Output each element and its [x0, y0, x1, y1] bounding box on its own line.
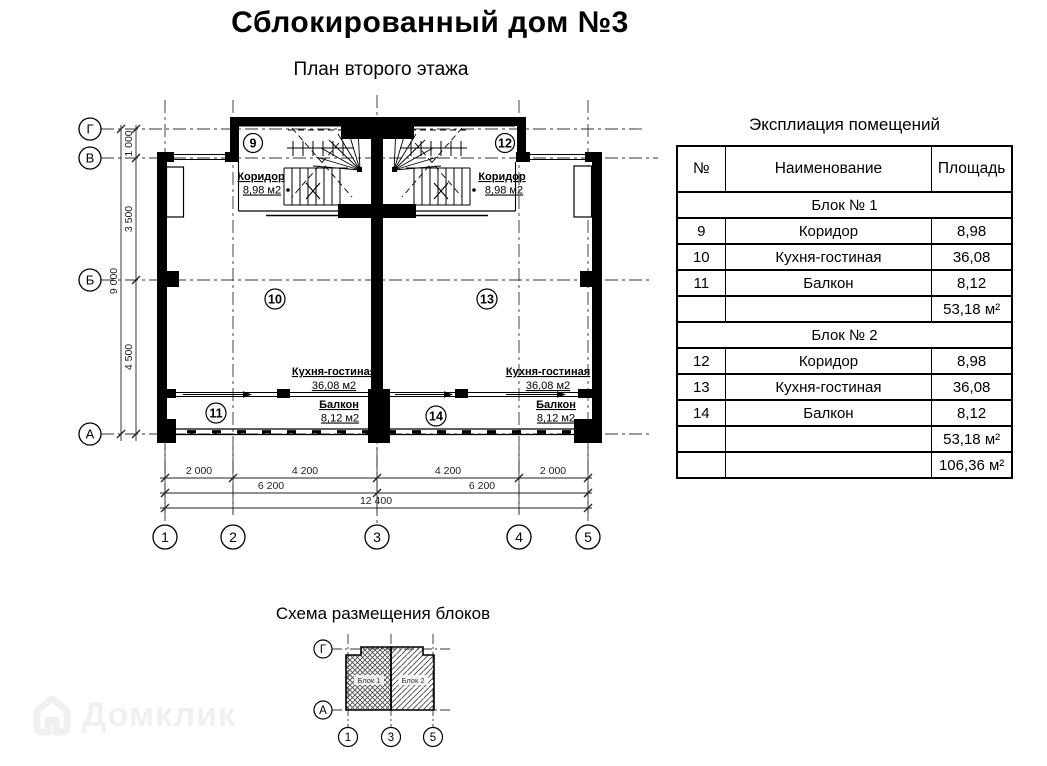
scheme-axis-row: Г	[319, 644, 327, 656]
subtotal-value: 53,18 м²	[932, 426, 1012, 452]
scheme-axis-col: 3	[387, 732, 395, 744]
cell-name: Коридор	[725, 348, 932, 374]
room-num: 13	[480, 292, 494, 307]
scheme-title: Схема размещения блоков	[275, 604, 491, 623]
room-area: 8,12 м2	[320, 412, 360, 425]
cell-area: 8,98	[932, 218, 1012, 244]
table-row	[677, 374, 1012, 400]
axis-row: А	[85, 426, 95, 442]
room-num: 10	[268, 292, 282, 307]
scheme-block-label: Блок 2	[401, 676, 425, 685]
table-row	[677, 400, 1012, 426]
scheme-axis-row: А	[319, 705, 327, 717]
cell-name: Балкон	[725, 270, 932, 296]
dim-b-6200-r: 6 200	[468, 480, 496, 492]
axis-col: 4	[515, 529, 523, 545]
dim-b-2000-r: 2 000	[539, 465, 567, 477]
watermark	[28, 690, 236, 740]
cell-num: 13	[677, 374, 725, 400]
room-label: Коридор	[237, 171, 285, 183]
section-row	[677, 192, 1012, 218]
axis-col: 5	[584, 529, 592, 545]
axis-col: 2	[229, 529, 237, 545]
axis-col: 3	[373, 529, 381, 545]
section-row	[677, 322, 1012, 348]
cell-num: 9	[677, 218, 725, 244]
room-area: 36,08 м2	[311, 380, 357, 392]
room-label: Балкон	[536, 399, 576, 411]
cell-name: Кухня-гостиная	[725, 244, 932, 270]
dim-v-4500: 4 500	[123, 343, 135, 371]
total-row	[677, 452, 1012, 478]
subtotal-row	[677, 296, 1012, 322]
plan-subtitle: План второго этажа	[293, 59, 469, 80]
table-row	[677, 244, 1012, 270]
dim-b-12400: 12 400	[359, 495, 393, 507]
room-schedule	[676, 112, 1016, 479]
watermark-label: Домклик	[82, 695, 237, 734]
room-num: 12	[498, 136, 512, 151]
cell-num: 10	[677, 244, 725, 270]
dim-b-2000-l: 2 000	[185, 465, 213, 477]
scheme-block-label: Блок 1	[357, 676, 381, 685]
dim-b-4200-l: 4 200	[291, 465, 319, 477]
table-row	[677, 218, 1012, 244]
cell-num: 11	[677, 270, 725, 296]
col-name: Наименование	[725, 146, 932, 192]
total-value: 106,36 м²	[932, 452, 1012, 478]
cell-area: 8,98	[932, 348, 1012, 374]
cell-area: 8,12	[932, 270, 1012, 296]
table-row	[677, 348, 1012, 374]
floor-plan	[0, 0, 680, 560]
block-scheme	[280, 628, 460, 763]
room-label: Кухня-гостиная	[291, 366, 377, 378]
section-header: Блок № 1	[677, 192, 1012, 218]
table-header-row	[677, 146, 1012, 192]
room-num: 11	[209, 406, 223, 421]
room-area: 8,98 м2	[484, 184, 524, 197]
room-label: Коридор	[478, 171, 526, 183]
dim-b-6200-l: 6 200	[257, 480, 285, 492]
axis-row: В	[85, 150, 95, 166]
room-area: 36,08 м2	[525, 380, 571, 392]
scheme-axis-col: 1	[344, 732, 352, 744]
room-num: 14	[429, 409, 443, 424]
table-title: Эксплиация помещений	[748, 115, 941, 134]
room-num: 9	[249, 136, 257, 151]
cell-num: 12	[677, 348, 725, 374]
cell-area: 36,08	[932, 244, 1012, 270]
cell-name: Балкон	[725, 400, 932, 426]
cell-area: 8,12	[932, 400, 1012, 426]
room-area: 8,12 м2	[536, 412, 576, 425]
col-num: №	[677, 146, 725, 192]
exp-table	[676, 145, 1013, 479]
axis-col: 1	[161, 529, 169, 545]
page-title: Сблокированный дом №3	[231, 6, 629, 39]
scheme-axis-col: 5	[429, 732, 437, 744]
cell-num: 14	[677, 400, 725, 426]
dim-v-3500: 3 500	[123, 205, 135, 233]
subtotal-value: 53,18 м²	[932, 296, 1012, 322]
table-row	[677, 270, 1012, 296]
room-label: Балкон	[319, 399, 359, 411]
dimension-lines	[117, 125, 592, 513]
dim-v-9000: 9 000	[108, 267, 120, 295]
dim-v-1000: 1 000	[123, 130, 135, 157]
subtotal-row	[677, 426, 1012, 452]
house-icon	[28, 690, 76, 740]
room-label: Кухня-гостиная	[505, 366, 591, 378]
axis-row: Г	[86, 121, 94, 137]
cell-name: Кухня-гостиная	[725, 374, 932, 400]
col-area: Площадь	[932, 146, 1012, 192]
cell-area: 36,08	[932, 374, 1012, 400]
section-header: Блок № 2	[677, 322, 1012, 348]
dim-b-4200-r: 4 200	[434, 465, 462, 477]
cell-name: Коридор	[725, 218, 932, 244]
room-area: 8,98 м2	[242, 184, 282, 197]
axis-row: Б	[85, 272, 95, 288]
